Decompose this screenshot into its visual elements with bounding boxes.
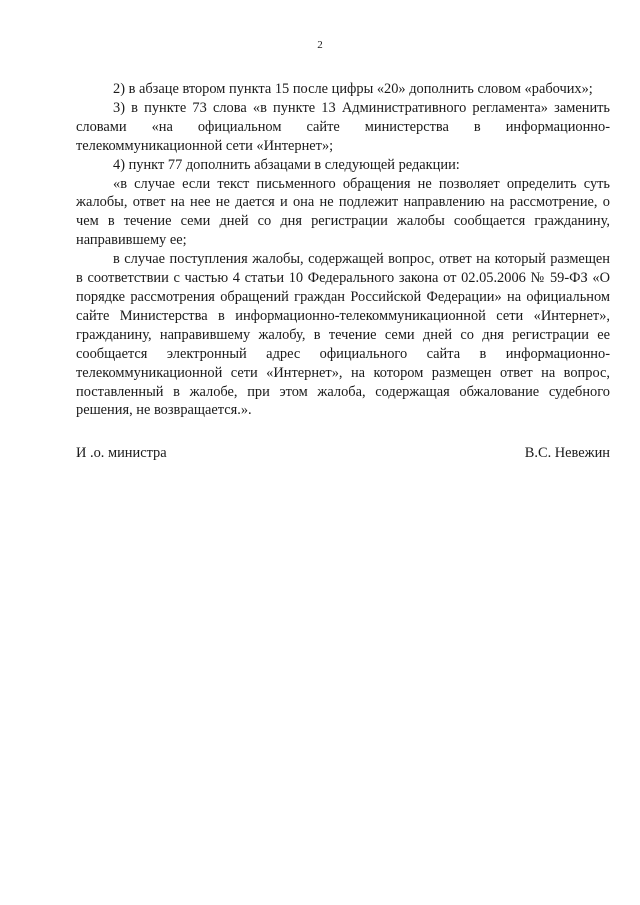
document-body: [76, 80, 610, 420]
paragraph-item-2: 2) в абзаце втором пункта 15 после цифры «20» дополнить словом «рабочих»;: [113, 81, 593, 97]
signature-block: [76, 444, 610, 464]
inserted-paragraph-2: в случае поступления жалобы, содержащей вопрос, ответ на который размещен в соответствии с частью 4 статьи 10 Федерального закона от 02.05.2006 № 59-ФЗ «О порядке рассмотрения обращений граждан Российской Федерации» на официальном сайте Министерства в информационно-телекоммуникационной сети «Интернет», гражданину, направившему жалобу, в течение семи дней со дня регистрации ее сообщается электронный адрес официального сайта в информационно-телекоммуникационной сети «Интернет», на котором размещен ответ на вопрос, поставленный в жалобе, при этом жалоба, содержащая обжалование судебного решения, не возвращается.».: [76, 251, 610, 419]
paragraph-item-3: 3) в пункте 73 слова «в пункте 13 Административного регламента» заменить словами «на официальном сайте министерства в информационно-телекоммуникационной сети «Интернет»;: [76, 99, 610, 154]
signatory-name: В.С. Невежин: [524, 445, 610, 461]
page-number: 2: [317, 39, 323, 51]
signatory-title: И .о. министра: [76, 445, 167, 461]
inserted-paragraph-1: «в случае если текст письменного обращения не позволяет определить суть жалобы, ответ на нее не дается и она не подлежит направлению на рассмотрение, о чем в течение семи дней со дня регистрации жалобы сообщается гражданину, направившему ее;: [76, 175, 610, 249]
paragraph-item-4: 4) пункт 77 дополнить абзацами в следующей редакции:: [113, 156, 460, 173]
